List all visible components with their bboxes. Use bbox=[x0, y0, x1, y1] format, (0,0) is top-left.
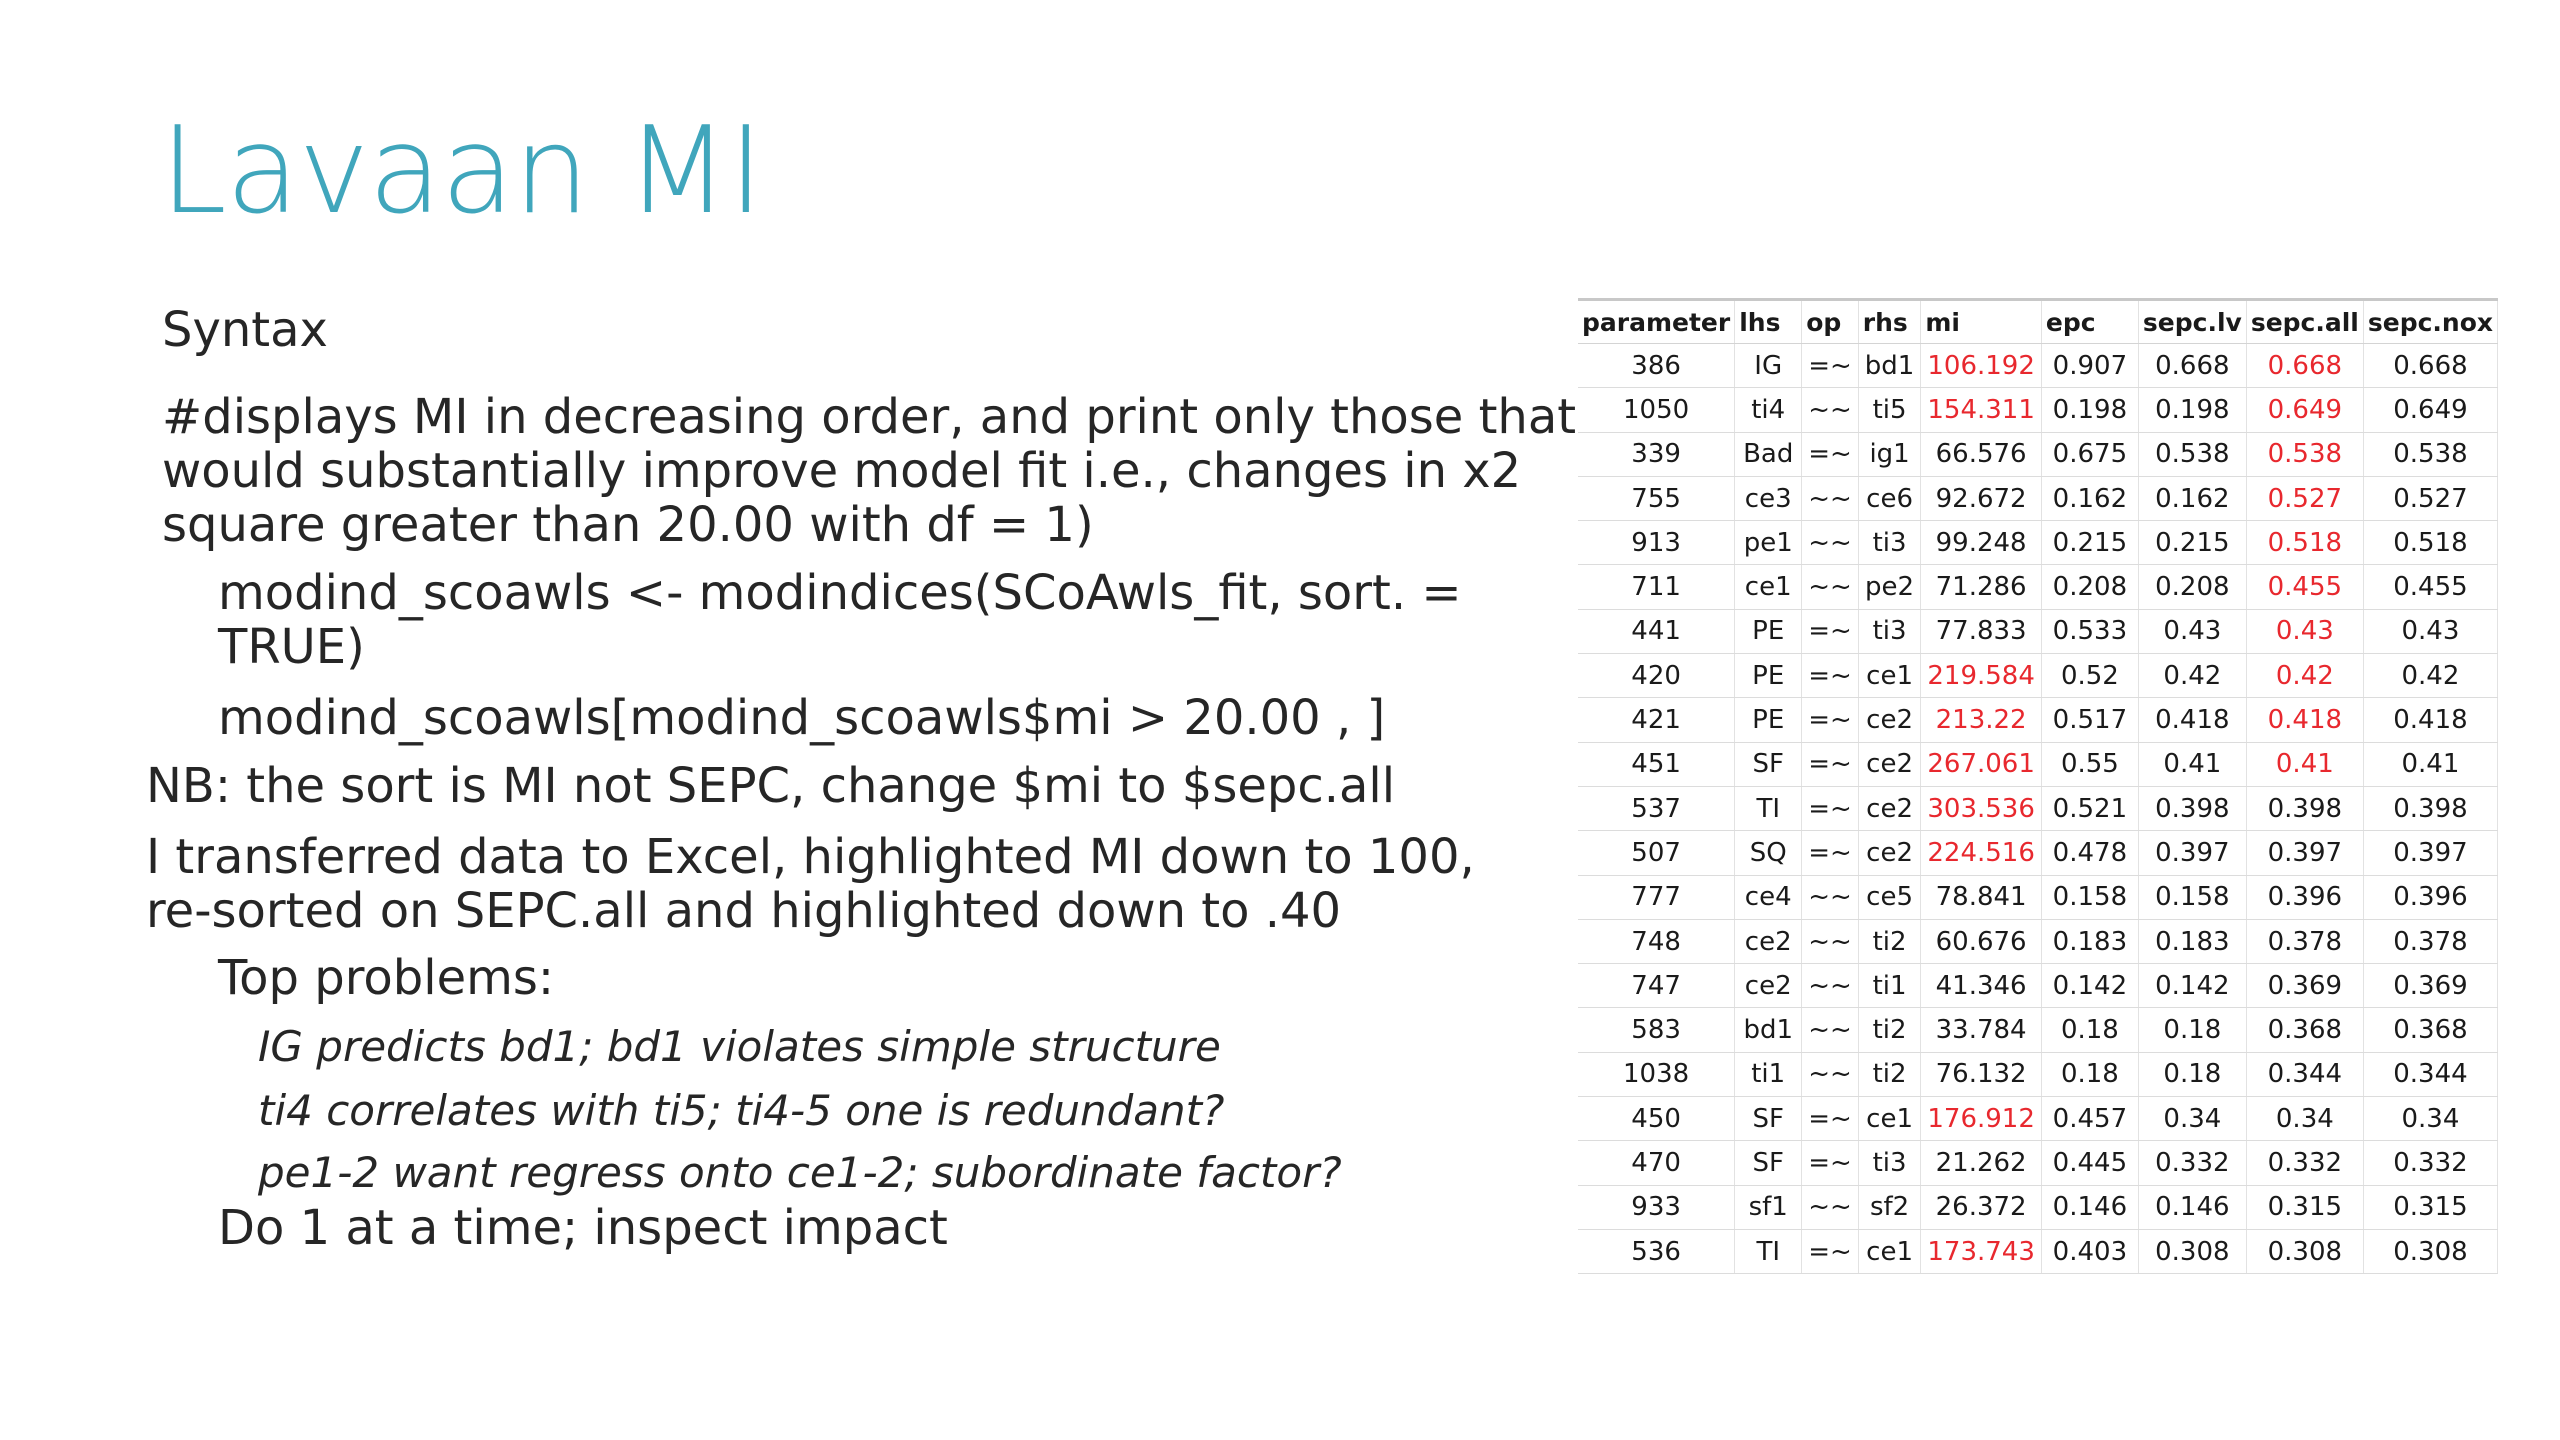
cell-mi: 76.132 bbox=[1921, 1052, 2042, 1096]
cell-lhs: PE bbox=[1735, 609, 1802, 653]
cell-sepc-all: 0.397 bbox=[2246, 831, 2363, 875]
cell-op: =~ bbox=[1802, 1141, 1859, 1185]
table-row bbox=[1578, 476, 2498, 520]
cell-epc: 0.403 bbox=[2041, 1229, 2138, 1273]
cell-epc: 0.478 bbox=[2041, 831, 2138, 875]
nb-text: : the sort is MI not SEPC, change $mi to $sepc.all bbox=[214, 758, 1396, 814]
cell-rhs: pe2 bbox=[1858, 565, 1921, 609]
cell-lhs: bd1 bbox=[1735, 1008, 1802, 1052]
cell-sepc-nox: 0.668 bbox=[2363, 344, 2497, 388]
cell-rhs: ce2 bbox=[1858, 831, 1921, 875]
cell-epc: 0.158 bbox=[2041, 875, 2138, 919]
cell-epc: 0.162 bbox=[2041, 476, 2138, 520]
cell-parameter: 748 bbox=[1578, 919, 1735, 963]
cell-parameter: 386 bbox=[1578, 344, 1735, 388]
cell-sepc-all: 0.668 bbox=[2246, 344, 2363, 388]
cell-rhs: ti3 bbox=[1858, 521, 1921, 565]
cell-sepc-lv: 0.183 bbox=[2138, 919, 2246, 963]
advice-line: Do 1 at a time; inspect impact bbox=[218, 1200, 948, 1256]
cell-sepc-nox: 0.43 bbox=[2363, 609, 2497, 653]
cell-sepc-lv: 0.158 bbox=[2138, 875, 2246, 919]
table-row bbox=[1578, 742, 2498, 786]
cell-rhs: ce2 bbox=[1858, 742, 1921, 786]
table-row bbox=[1578, 698, 2498, 742]
cell-sepc-all: 0.378 bbox=[2246, 919, 2363, 963]
mi-table-container bbox=[1578, 298, 2498, 1274]
cell-sepc-nox: 0.344 bbox=[2363, 1052, 2497, 1096]
cell-sepc-nox: 0.41 bbox=[2363, 742, 2497, 786]
cell-sepc-all: 0.308 bbox=[2246, 1229, 2363, 1273]
cell-parameter: 1038 bbox=[1578, 1052, 1735, 1096]
cell-epc: 0.675 bbox=[2041, 432, 2138, 476]
header-op: op bbox=[1802, 300, 1859, 344]
cell-parameter: 913 bbox=[1578, 521, 1735, 565]
cell-rhs: ce5 bbox=[1858, 875, 1921, 919]
cell-lhs: ce1 bbox=[1735, 565, 1802, 609]
cell-epc: 0.142 bbox=[2041, 964, 2138, 1008]
cell-sepc-nox: 0.42 bbox=[2363, 654, 2497, 698]
cell-sepc-lv: 0.18 bbox=[2138, 1052, 2246, 1096]
cell-op: ~~ bbox=[1802, 919, 1859, 963]
table-header-row bbox=[1578, 300, 2498, 344]
cell-rhs: ti2 bbox=[1858, 1052, 1921, 1096]
syntax-description: #displays MI in decreasing order, and print only those that would substantially improve model fit i.e., changes in x2 square greater than 20.00 with df = 1) bbox=[162, 389, 1577, 553]
cell-op: =~ bbox=[1802, 344, 1859, 388]
header-parameter: parameter bbox=[1578, 300, 1735, 344]
cell-sepc-all: 0.538 bbox=[2246, 432, 2363, 476]
table-row bbox=[1578, 432, 2498, 476]
problem-item: ti4 correlates with ti5; ti4-5 one is redundant? bbox=[258, 1086, 1225, 1135]
cell-mi: 213.22 bbox=[1921, 698, 2042, 742]
table-row bbox=[1578, 344, 2498, 388]
table-row bbox=[1578, 831, 2498, 875]
cell-parameter: 933 bbox=[1578, 1185, 1735, 1229]
header-epc: epc bbox=[2041, 300, 2138, 344]
cell-mi: 99.248 bbox=[1921, 521, 2042, 565]
nb-label: NB bbox=[146, 758, 215, 814]
table-row bbox=[1578, 654, 2498, 698]
cell-sepc-nox: 0.378 bbox=[2363, 919, 2497, 963]
cell-op: ~~ bbox=[1802, 388, 1859, 432]
cell-lhs: ti1 bbox=[1735, 1052, 1802, 1096]
cell-lhs: PE bbox=[1735, 698, 1802, 742]
cell-sepc-lv: 0.208 bbox=[2138, 565, 2246, 609]
cell-sepc-lv: 0.332 bbox=[2138, 1141, 2246, 1185]
cell-rhs: ti1 bbox=[1858, 964, 1921, 1008]
cell-rhs: ti3 bbox=[1858, 609, 1921, 653]
cell-sepc-all: 0.527 bbox=[2246, 476, 2363, 520]
cell-mi: 26.372 bbox=[1921, 1185, 2042, 1229]
header-mi: mi bbox=[1921, 300, 2042, 344]
cell-mi: 303.536 bbox=[1921, 786, 2042, 830]
cell-parameter: 755 bbox=[1578, 476, 1735, 520]
cell-mi: 92.672 bbox=[1921, 476, 2042, 520]
cell-sepc-lv: 0.215 bbox=[2138, 521, 2246, 565]
cell-lhs: SF bbox=[1735, 1097, 1802, 1141]
cell-mi: 71.286 bbox=[1921, 565, 2042, 609]
table-row bbox=[1578, 388, 2498, 432]
cell-sepc-lv: 0.668 bbox=[2138, 344, 2246, 388]
modification-indices-table bbox=[1578, 298, 2498, 1274]
cell-sepc-all: 0.43 bbox=[2246, 609, 2363, 653]
cell-op: =~ bbox=[1802, 742, 1859, 786]
cell-epc: 0.146 bbox=[2041, 1185, 2138, 1229]
cell-parameter: 536 bbox=[1578, 1229, 1735, 1273]
cell-sepc-nox: 0.397 bbox=[2363, 831, 2497, 875]
cell-sepc-lv: 0.146 bbox=[2138, 1185, 2246, 1229]
cell-rhs: ce1 bbox=[1858, 654, 1921, 698]
cell-epc: 0.907 bbox=[2041, 344, 2138, 388]
cell-epc: 0.457 bbox=[2041, 1097, 2138, 1141]
cell-sepc-nox: 0.368 bbox=[2363, 1008, 2497, 1052]
cell-sepc-lv: 0.41 bbox=[2138, 742, 2246, 786]
cell-op: =~ bbox=[1802, 1229, 1859, 1273]
table-row bbox=[1578, 875, 2498, 919]
cell-parameter: 1050 bbox=[1578, 388, 1735, 432]
cell-parameter: 450 bbox=[1578, 1097, 1735, 1141]
table-row bbox=[1578, 1185, 2498, 1229]
cell-mi: 106.192 bbox=[1921, 344, 2042, 388]
cell-lhs: IG bbox=[1735, 344, 1802, 388]
cell-epc: 0.215 bbox=[2041, 521, 2138, 565]
header-lhs: lhs bbox=[1735, 300, 1802, 344]
cell-sepc-lv: 0.142 bbox=[2138, 964, 2246, 1008]
cell-lhs: ti4 bbox=[1735, 388, 1802, 432]
cell-mi: 78.841 bbox=[1921, 875, 2042, 919]
cell-mi: 219.584 bbox=[1921, 654, 2042, 698]
code-line-filter: modind_scoawls[modind_scoawls$mi > 20.00 , ] bbox=[218, 690, 1386, 746]
cell-rhs: ti2 bbox=[1858, 1008, 1921, 1052]
cell-sepc-all: 0.455 bbox=[2246, 565, 2363, 609]
cell-sepc-lv: 0.198 bbox=[2138, 388, 2246, 432]
cell-sepc-lv: 0.308 bbox=[2138, 1229, 2246, 1273]
cell-op: =~ bbox=[1802, 831, 1859, 875]
cell-epc: 0.521 bbox=[2041, 786, 2138, 830]
cell-mi: 33.784 bbox=[1921, 1008, 2042, 1052]
table-row bbox=[1578, 521, 2498, 565]
cell-sepc-all: 0.398 bbox=[2246, 786, 2363, 830]
cell-sepc-nox: 0.34 bbox=[2363, 1097, 2497, 1141]
cell-op: =~ bbox=[1802, 698, 1859, 742]
header-rhs: rhs bbox=[1858, 300, 1921, 344]
cell-mi: 21.262 bbox=[1921, 1141, 2042, 1185]
cell-lhs: pe1 bbox=[1735, 521, 1802, 565]
cell-mi: 176.912 bbox=[1921, 1097, 2042, 1141]
cell-sepc-nox: 0.538 bbox=[2363, 432, 2497, 476]
cell-parameter: 420 bbox=[1578, 654, 1735, 698]
cell-sepc-nox: 0.332 bbox=[2363, 1141, 2497, 1185]
cell-parameter: 537 bbox=[1578, 786, 1735, 830]
table-row bbox=[1578, 1008, 2498, 1052]
cell-op: =~ bbox=[1802, 609, 1859, 653]
table-body bbox=[1578, 344, 2498, 1274]
cell-epc: 0.183 bbox=[2041, 919, 2138, 963]
cell-op: ~~ bbox=[1802, 1008, 1859, 1052]
cell-op: ~~ bbox=[1802, 565, 1859, 609]
cell-op: ~~ bbox=[1802, 1052, 1859, 1096]
cell-sepc-lv: 0.538 bbox=[2138, 432, 2246, 476]
problem-item: IG predicts bd1; bd1 violates simple structure bbox=[258, 1022, 1221, 1071]
cell-sepc-all: 0.369 bbox=[2246, 964, 2363, 1008]
cell-sepc-all: 0.332 bbox=[2246, 1141, 2363, 1185]
cell-parameter: 777 bbox=[1578, 875, 1735, 919]
cell-sepc-lv: 0.34 bbox=[2138, 1097, 2246, 1141]
cell-mi: 77.833 bbox=[1921, 609, 2042, 653]
table-row bbox=[1578, 1141, 2498, 1185]
cell-mi: 267.061 bbox=[1921, 742, 2042, 786]
cell-sepc-nox: 0.649 bbox=[2363, 388, 2497, 432]
cell-epc: 0.18 bbox=[2041, 1008, 2138, 1052]
cell-op: =~ bbox=[1802, 432, 1859, 476]
cell-op: ~~ bbox=[1802, 875, 1859, 919]
cell-sepc-lv: 0.42 bbox=[2138, 654, 2246, 698]
cell-rhs: ce2 bbox=[1858, 698, 1921, 742]
code-line-modindices: modind_scoawls <- modindices(SCoAwls_fit, sort. = TRUE) bbox=[218, 565, 1462, 675]
cell-rhs: ti2 bbox=[1858, 919, 1921, 963]
cell-epc: 0.52 bbox=[2041, 654, 2138, 698]
cell-sepc-nox: 0.527 bbox=[2363, 476, 2497, 520]
cell-sepc-nox: 0.518 bbox=[2363, 521, 2497, 565]
cell-epc: 0.533 bbox=[2041, 609, 2138, 653]
cell-sepc-nox: 0.418 bbox=[2363, 698, 2497, 742]
cell-rhs: ce1 bbox=[1858, 1097, 1921, 1141]
cell-rhs: ti5 bbox=[1858, 388, 1921, 432]
cell-op: =~ bbox=[1802, 654, 1859, 698]
nb-note bbox=[146, 758, 1395, 814]
cell-parameter: 441 bbox=[1578, 609, 1735, 653]
cell-sepc-nox: 0.369 bbox=[2363, 964, 2497, 1008]
cell-sepc-all: 0.42 bbox=[2246, 654, 2363, 698]
cell-lhs: TI bbox=[1735, 786, 1802, 830]
syntax-heading: Syntax bbox=[162, 302, 328, 358]
cell-sepc-nox: 0.308 bbox=[2363, 1229, 2497, 1273]
cell-epc: 0.18 bbox=[2041, 1052, 2138, 1096]
table-row bbox=[1578, 609, 2498, 653]
cell-parameter: 339 bbox=[1578, 432, 1735, 476]
cell-lhs: ce3 bbox=[1735, 476, 1802, 520]
cell-parameter: 470 bbox=[1578, 1141, 1735, 1185]
cell-lhs: ce2 bbox=[1735, 964, 1802, 1008]
cell-rhs: ce6 bbox=[1858, 476, 1921, 520]
cell-lhs: PE bbox=[1735, 654, 1802, 698]
cell-sepc-nox: 0.398 bbox=[2363, 786, 2497, 830]
table-row bbox=[1578, 1229, 2498, 1273]
problem-item: pe1-2 want regress onto ce1-2; subordinate factor? bbox=[258, 1148, 1342, 1197]
cell-parameter: 451 bbox=[1578, 742, 1735, 786]
cell-sepc-all: 0.34 bbox=[2246, 1097, 2363, 1141]
cell-op: =~ bbox=[1802, 1097, 1859, 1141]
cell-lhs: ce4 bbox=[1735, 875, 1802, 919]
cell-parameter: 747 bbox=[1578, 964, 1735, 1008]
cell-op: ~~ bbox=[1802, 1185, 1859, 1229]
cell-mi: 224.516 bbox=[1921, 831, 2042, 875]
cell-sepc-all: 0.418 bbox=[2246, 698, 2363, 742]
cell-op: ~~ bbox=[1802, 476, 1859, 520]
cell-parameter: 583 bbox=[1578, 1008, 1735, 1052]
table-row bbox=[1578, 919, 2498, 963]
cell-parameter: 507 bbox=[1578, 831, 1735, 875]
cell-rhs: ti3 bbox=[1858, 1141, 1921, 1185]
cell-op: ~~ bbox=[1802, 964, 1859, 1008]
cell-sepc-lv: 0.43 bbox=[2138, 609, 2246, 653]
cell-lhs: TI bbox=[1735, 1229, 1802, 1273]
cell-epc: 0.198 bbox=[2041, 388, 2138, 432]
cell-epc: 0.208 bbox=[2041, 565, 2138, 609]
header-sepc-nox: sepc.nox bbox=[2363, 300, 2497, 344]
cell-rhs: sf2 bbox=[1858, 1185, 1921, 1229]
cell-lhs: Bad bbox=[1735, 432, 1802, 476]
cell-epc: 0.517 bbox=[2041, 698, 2138, 742]
cell-lhs: ce2 bbox=[1735, 919, 1802, 963]
cell-mi: 60.676 bbox=[1921, 919, 2042, 963]
header-sepc-lv: sepc.lv bbox=[2138, 300, 2246, 344]
cell-epc: 0.445 bbox=[2041, 1141, 2138, 1185]
cell-op: ~~ bbox=[1802, 521, 1859, 565]
table-row bbox=[1578, 1097, 2498, 1141]
table-row bbox=[1578, 964, 2498, 1008]
cell-sepc-lv: 0.418 bbox=[2138, 698, 2246, 742]
table-row bbox=[1578, 565, 2498, 609]
cell-sepc-nox: 0.315 bbox=[2363, 1185, 2497, 1229]
cell-rhs: ce2 bbox=[1858, 786, 1921, 830]
cell-sepc-all: 0.41 bbox=[2246, 742, 2363, 786]
top-problems-heading: Top problems: bbox=[218, 950, 555, 1006]
cell-sepc-all: 0.518 bbox=[2246, 521, 2363, 565]
cell-sepc-all: 0.368 bbox=[2246, 1008, 2363, 1052]
cell-mi: 154.311 bbox=[1921, 388, 2042, 432]
cell-mi: 173.743 bbox=[1921, 1229, 2042, 1273]
header-sepc-all: sepc.all bbox=[2246, 300, 2363, 344]
table-row bbox=[1578, 786, 2498, 830]
cell-sepc-lv: 0.398 bbox=[2138, 786, 2246, 830]
cell-mi: 41.346 bbox=[1921, 964, 2042, 1008]
cell-rhs: bd1 bbox=[1858, 344, 1921, 388]
cell-rhs: ig1 bbox=[1858, 432, 1921, 476]
cell-lhs: SF bbox=[1735, 1141, 1802, 1185]
cell-sepc-lv: 0.397 bbox=[2138, 831, 2246, 875]
cell-sepc-all: 0.396 bbox=[2246, 875, 2363, 919]
cell-rhs: ce1 bbox=[1858, 1229, 1921, 1273]
cell-sepc-all: 0.344 bbox=[2246, 1052, 2363, 1096]
cell-sepc-all: 0.649 bbox=[2246, 388, 2363, 432]
cell-lhs: SF bbox=[1735, 742, 1802, 786]
cell-sepc-lv: 0.162 bbox=[2138, 476, 2246, 520]
cell-sepc-nox: 0.455 bbox=[2363, 565, 2497, 609]
cell-mi: 66.576 bbox=[1921, 432, 2042, 476]
slide-title: Lavaan MI bbox=[160, 102, 763, 241]
excel-transfer-note: I transferred data to Excel, highlighted MI down to 100, re-sorted on SEPC.all and highlighted down to .40 bbox=[146, 829, 1475, 939]
table-row bbox=[1578, 1052, 2498, 1096]
cell-epc: 0.55 bbox=[2041, 742, 2138, 786]
cell-parameter: 421 bbox=[1578, 698, 1735, 742]
cell-lhs: SQ bbox=[1735, 831, 1802, 875]
cell-lhs: sf1 bbox=[1735, 1185, 1802, 1229]
cell-sepc-nox: 0.396 bbox=[2363, 875, 2497, 919]
cell-sepc-lv: 0.18 bbox=[2138, 1008, 2246, 1052]
cell-op: =~ bbox=[1802, 786, 1859, 830]
cell-sepc-all: 0.315 bbox=[2246, 1185, 2363, 1229]
cell-parameter: 711 bbox=[1578, 565, 1735, 609]
